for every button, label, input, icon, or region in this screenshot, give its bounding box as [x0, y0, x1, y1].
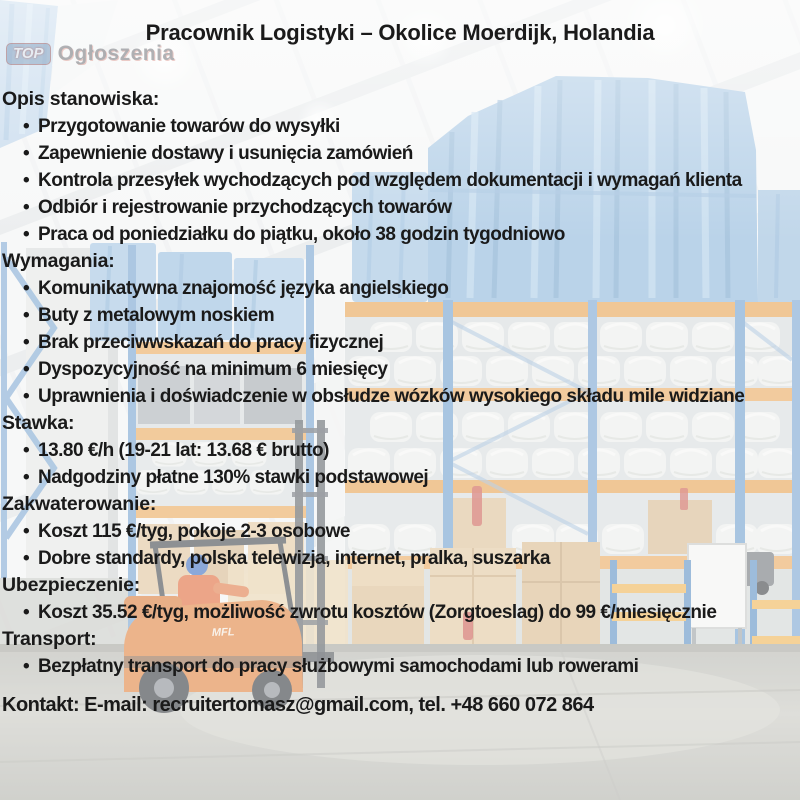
list-item [2, 464, 799, 491]
list-item-text: Dyspozycyjność na minimum 6 miesięcy [38, 359, 388, 380]
list-item [2, 545, 799, 572]
list-item-text: Przygotowanie towarów do wysyłki [38, 116, 340, 137]
bullet-dot: • [23, 278, 30, 299]
list-item-text: Kontrola przesyłek wychodzących pod względem dokumentacji i wymagań klienta [38, 170, 742, 191]
section-heading-ubezpieczenie: Ubezpieczenie: [2, 574, 141, 596]
section-heading-stawka: Stawka: [2, 412, 75, 434]
bullet-dot: • [23, 602, 30, 623]
list-item [2, 518, 799, 545]
bullet-dot: • [23, 467, 30, 488]
list-item-text: Uprawnienia i doświadczenie w obsłudze wózków wysokiego składu mile widziane [38, 386, 745, 407]
list-item [2, 356, 799, 383]
list-item [2, 275, 799, 302]
list-item [2, 329, 799, 356]
list-item-text: Nadgodziny płatne 130% stawki podstawowej [38, 467, 429, 488]
section-heading-zakwaterowanie: Zakwaterowanie: [2, 493, 157, 515]
list-item-text: Koszt 35.52 €/tyg, możliwość zwrotu kosztów (Zorgtoeslag) do 99 €/miesięcznie [38, 602, 717, 623]
section-heading-transport: Transport: [2, 628, 97, 650]
list-item-text: Komunikatywna znajomość języka angielskiego [38, 278, 449, 299]
list-item-text: 13.80 €/h (19-21 lat: 13.68 € brutto) [38, 440, 329, 461]
bullet-dot: • [23, 548, 30, 569]
bullet-dot: • [23, 224, 30, 245]
job-details [2, 86, 799, 680]
list-item-text: Dobre standardy, polska telewizja, internet, pralka, suszarka [38, 548, 550, 569]
bullet-dot: • [23, 521, 30, 542]
section-heading-wymagania: Wymagania: [2, 250, 115, 272]
list-item-text: Buty z metalowym noskiem [38, 305, 275, 326]
bullet-dot: • [23, 143, 30, 164]
bullet-dot: • [23, 440, 30, 461]
list-item [2, 599, 799, 626]
bullet-dot: • [23, 197, 30, 218]
list-item [2, 221, 799, 248]
bullet-dot: • [23, 332, 30, 353]
list-item [2, 140, 799, 167]
forklift-brand-label: MFL [211, 626, 235, 639]
list-item-text: Odbiór i rejestrowanie przychodzących towarów [38, 197, 452, 218]
list-item-text: Zapewnienie dostawy i usunięcia zamówień [38, 143, 413, 164]
list-item-text: Praca od poniedziałku do piątku, około 38 godzin tygodniowo [38, 224, 565, 245]
list-item [2, 302, 799, 329]
logo-topogloszenia [6, 42, 175, 66]
poster-title: Pracownik Logistyki – Okolice Moerdijk, Holandia [145, 20, 655, 45]
list-item [2, 437, 799, 464]
list-item [2, 167, 799, 194]
bullet-dot: • [23, 305, 30, 326]
list-item-text: Brak przeciwwskazań do pracy fizycznej [38, 332, 384, 353]
logo-text: Ogłoszenia [57, 42, 175, 65]
bullet-dot: • [23, 359, 30, 380]
logo-top-badge-icon: TOP [6, 43, 51, 65]
list-item-text: Koszt 115 €/tyg, pokoje 2-3 osobowe [38, 521, 350, 542]
list-item [2, 113, 799, 140]
bullet-dot: • [23, 116, 30, 137]
section-heading-opis: Opis stanowiska: [2, 88, 160, 110]
list-item [2, 653, 799, 680]
list-item [2, 383, 799, 410]
bullet-dot: • [23, 656, 30, 677]
bullet-dot: • [23, 170, 30, 191]
list-item-text: Bezpłatny transport do pracy służbowymi samochodami lub rowerami [38, 656, 639, 677]
contact-line: Kontakt: E-mail: recruitertomasz@gmail.com, tel. +48 660 072 864 [2, 694, 594, 716]
list-item [2, 194, 799, 221]
bullet-dot: • [23, 386, 30, 407]
